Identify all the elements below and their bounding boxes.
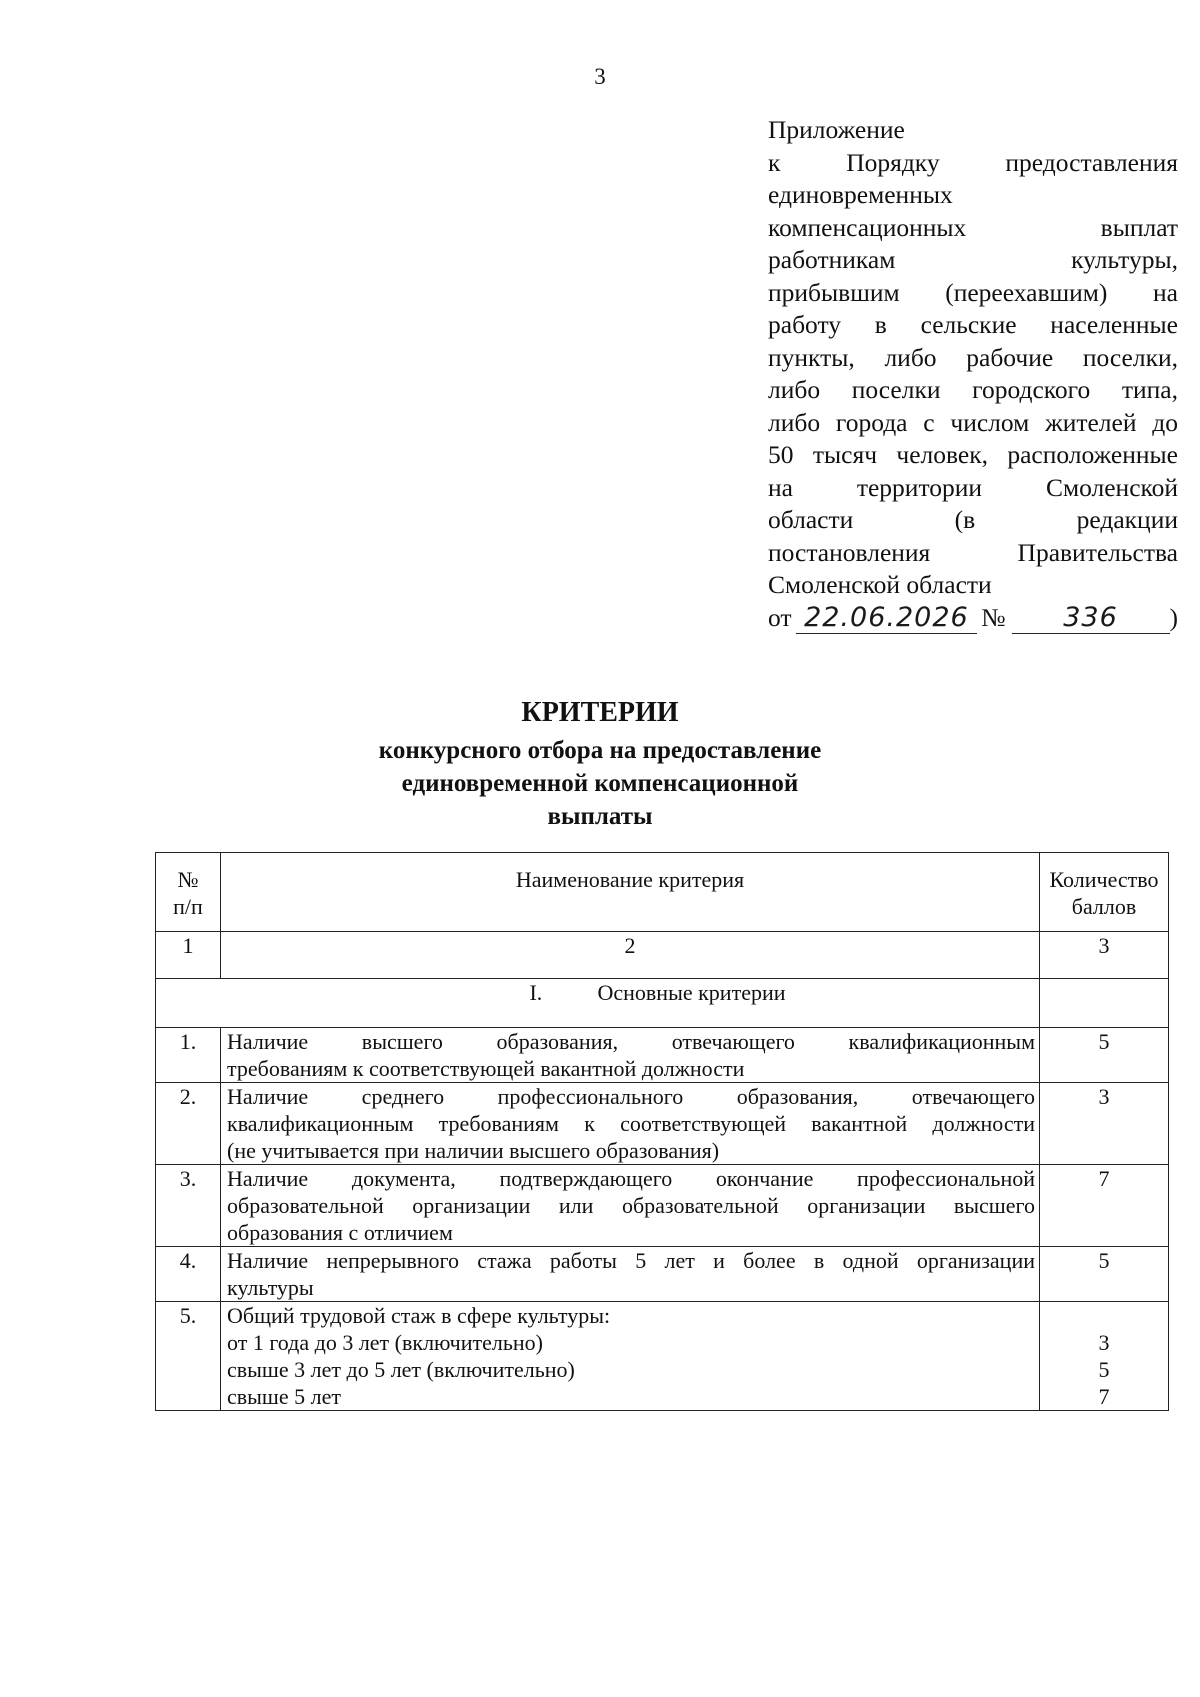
points-value: 3 <box>1098 1084 1110 1109</box>
appendix-line: пункты, либо рабочие поселки, <box>768 342 1178 372</box>
section-points-empty <box>1040 979 1169 1028</box>
closing-paren: ) <box>1169 602 1178 632</box>
header-index-line: п/п <box>173 894 203 919</box>
column-number: 1 <box>156 932 221 979</box>
title-sub-line: конкурсного отбора на предоставление <box>378 737 822 764</box>
title-main: КРИТЕРИИ <box>521 697 679 728</box>
appendix-line: либо города с числом жителей до <box>768 407 1178 437</box>
column-number: 3 <box>1040 932 1169 979</box>
criterion-line: Наличие непрерывного стажа работы 5 лет и более в одной организации <box>227 1248 1035 1273</box>
date-prefix: от <box>768 602 792 632</box>
title-sub-line: единовременной компенсационной <box>401 770 799 797</box>
appendix-line: к Порядку предоставления <box>768 147 1178 177</box>
criteria-table <box>155 852 1169 1411</box>
appendix-line: Приложение <box>768 115 905 144</box>
row-criterion <box>221 1247 1040 1302</box>
page-number: 3 <box>594 64 606 89</box>
table-header-row <box>156 853 1169 932</box>
document-title <box>0 694 1200 833</box>
section-roman: I. <box>529 980 543 1005</box>
criterion-line: образования с отличием <box>227 1220 453 1245</box>
appendix-line: работу в сельские населенные <box>768 310 1178 339</box>
criterion-line: Наличие документа, подтверждающего окончание профессиональной <box>227 1166 1035 1191</box>
number-prefix: № <box>981 602 1006 632</box>
appendix-line: на территории Смоленской <box>768 472 1178 502</box>
appendix-line: 50 тысяч человек, расположенные <box>768 440 1178 469</box>
title-sub-line: выплаты <box>547 803 653 830</box>
criterion-line: Общий трудовой стаж в сфере культуры: <box>227 1303 611 1328</box>
criterion-line: квалификационным требованиям к соответствующей вакантной должности <box>227 1111 1035 1136</box>
appendix-line: прибывшим (переехавшим) на <box>768 277 1178 307</box>
row-points <box>1040 1302 1169 1411</box>
table-row <box>156 1028 1169 1083</box>
handwritten-number: 336 <box>1012 603 1170 634</box>
section-row <box>156 979 1169 1028</box>
appendix-line: постановления Правительства <box>768 537 1178 567</box>
points-value: 5 <box>1098 1029 1110 1054</box>
table-row <box>156 1165 1169 1247</box>
criterion-line: свыше 5 лет <box>227 1384 341 1409</box>
appendix-line: Смоленской области <box>768 570 992 599</box>
points-value: 7 <box>1098 1166 1110 1191</box>
criterion-line: свыше 3 лет до 5 лет (включительно) <box>227 1357 575 1382</box>
criterion-line: культуры <box>227 1275 314 1300</box>
section-title <box>156 979 1040 1028</box>
points-value: 5 <box>1098 1248 1110 1273</box>
points-value: 5 <box>1098 1357 1110 1382</box>
appendix-line: либо поселки городского типа, <box>768 375 1178 404</box>
criterion-line: Наличие высшего образования, отвечающего квалификационным <box>227 1029 1035 1054</box>
row-points <box>1040 1165 1169 1247</box>
row-index: 4. <box>156 1247 221 1302</box>
row-index: 2. <box>156 1083 221 1165</box>
criterion-line: от 1 года до 3 лет (включительно) <box>227 1330 543 1355</box>
row-criterion <box>221 1028 1040 1083</box>
header-criterion-text: Наименование критерия <box>515 867 745 892</box>
header-index <box>156 853 221 932</box>
column-number: 2 <box>221 932 1040 979</box>
header-points <box>1040 853 1169 932</box>
table-row <box>156 1247 1169 1302</box>
appendix-line: единовременных <box>768 180 953 209</box>
points-value: 3 <box>1098 1330 1110 1355</box>
row-points <box>1040 1083 1169 1165</box>
header-points-line: Количество <box>1049 867 1159 892</box>
row-points <box>1040 1028 1169 1083</box>
row-points <box>1040 1247 1169 1302</box>
appendix-line: компенсационных выплат <box>768 212 1178 242</box>
row-index: 1. <box>156 1028 221 1083</box>
row-index: 3. <box>156 1165 221 1247</box>
row-criterion <box>221 1302 1040 1411</box>
header-points-line: баллов <box>1071 894 1137 919</box>
table-row <box>156 1302 1169 1411</box>
criterion-line: Наличие среднего профессионального образования, отвечающего <box>227 1084 1035 1109</box>
criterion-line: (не учитывается при наличии высшего образования) <box>227 1138 720 1163</box>
header-index-line: № <box>177 867 199 892</box>
criterion-line: требованиям к соответствующей вакантной должности <box>227 1056 745 1081</box>
column-number-row <box>156 932 1169 979</box>
row-index: 5. <box>156 1302 221 1411</box>
appendix-line: области (в редакции <box>768 505 1178 534</box>
handwritten-date: 22.06.2026 <box>796 603 978 634</box>
row-criterion <box>221 1165 1040 1247</box>
section-title-text: Основные критерии <box>597 980 786 1005</box>
decree-date-line <box>768 602 1178 635</box>
appendix-block <box>768 114 1178 634</box>
row-criterion <box>221 1083 1040 1165</box>
points-value <box>1040 1302 1168 1329</box>
table-row <box>156 1083 1169 1165</box>
appendix-line: работникам культуры, <box>768 245 1178 274</box>
points-value: 7 <box>1098 1384 1110 1409</box>
header-criterion <box>221 853 1040 932</box>
criterion-line: образовательной организации или образовательной организации высшего <box>227 1193 1035 1218</box>
